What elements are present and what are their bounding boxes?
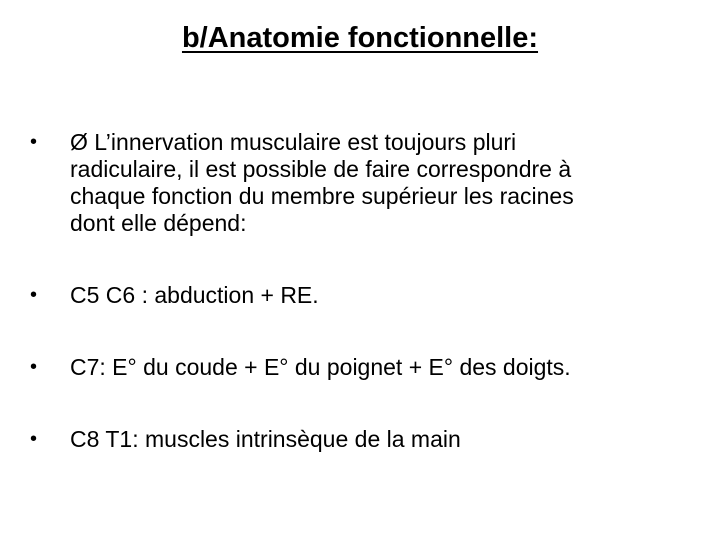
bullet-item [30, 129, 700, 237]
bullet-item [30, 354, 700, 381]
bullet-icon: • [30, 284, 38, 306]
bullet-text: Ø L’innervation musculaire est toujours pluri radiculaire, il est possible de faire correspondre à chaque fonction du membre supérieur les racines dont elle dépend: [70, 129, 574, 236]
slide-title: b/Anatomie fonctionnelle: [181, 22, 539, 54]
bullet-icon: • [30, 356, 38, 378]
bullet-text: C5 C6 : abduction + RE. [70, 282, 319, 308]
bullet-item [30, 282, 700, 309]
bullet-icon: • [30, 428, 38, 450]
bullet-item [30, 426, 700, 453]
bullet-icon: • [30, 131, 38, 153]
bullet-text: C8 T1: muscles intrinsèque de la main [70, 426, 461, 452]
bullet-text: C7: E° du coude + E° du poignet + E° des doigts. [70, 354, 571, 380]
